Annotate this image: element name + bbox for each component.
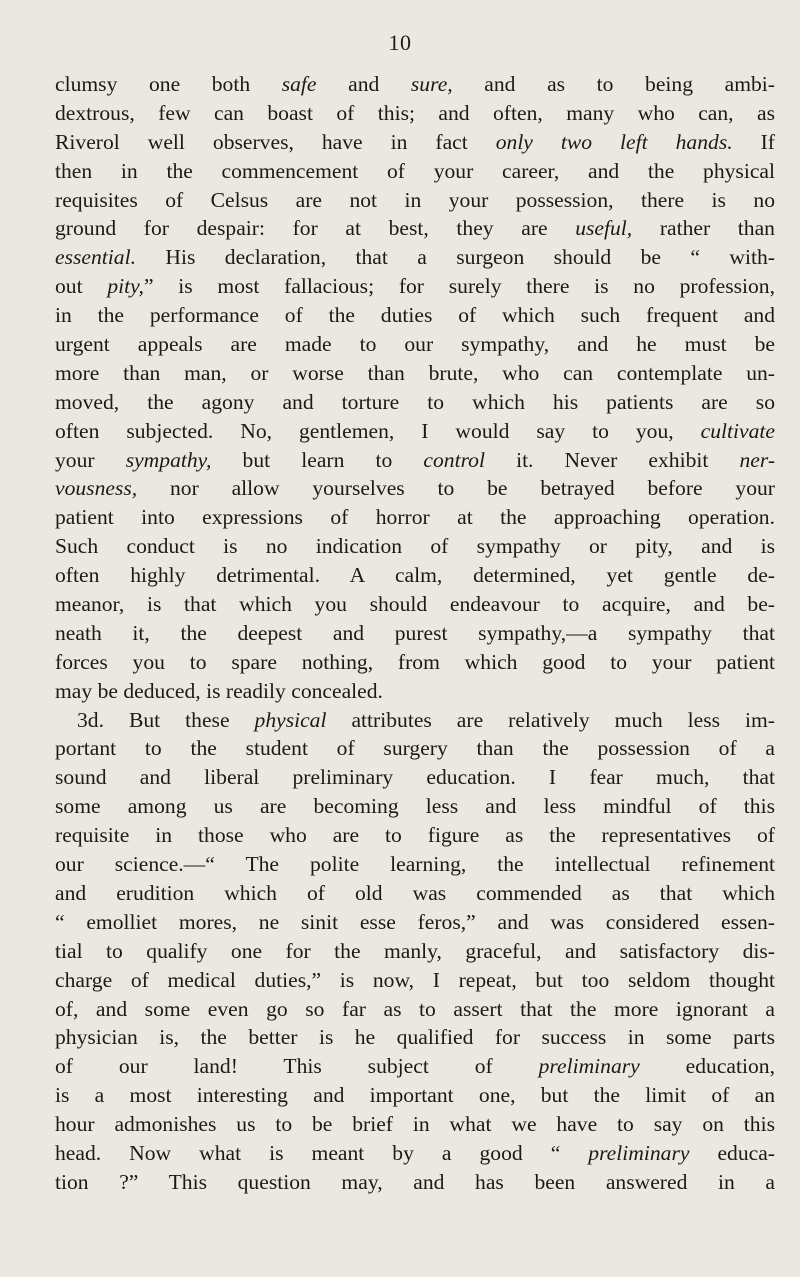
text-span: “ emolliet mores, ne sinit esse feros,” and was considered essen- <box>55 909 775 934</box>
text-span: may be deduced, is readily concealed. <box>55 678 383 703</box>
text-line <box>55 677 775 706</box>
text-line <box>55 359 775 388</box>
text-span: charge of medical duties,” is now, I repeat, but too seldom thought <box>55 967 775 992</box>
italic-text: essential. <box>55 245 136 270</box>
text-span: His declaration, that a surgeon should be “ with- <box>135 245 775 270</box>
text-line <box>55 70 775 99</box>
text-line <box>55 619 775 648</box>
text-span: nor allow yourselves to be betrayed before your <box>137 476 775 501</box>
text-line <box>55 734 775 763</box>
text-span: more than man, or worse than brute, who can contemplate un- <box>55 360 775 385</box>
text-span: and as to being ambi- <box>452 72 775 96</box>
text-span: sound and liberal preliminary education. I fear much, that <box>55 765 775 790</box>
italic-text: cultivate <box>700 418 775 443</box>
text-span: tial to qualify one for the manly, graceful, and satisfactory dis- <box>55 938 775 963</box>
text-line <box>55 157 775 186</box>
text-line <box>55 792 775 821</box>
text-line <box>55 272 775 301</box>
text-span: meanor, is that which you should endeavour to acquire, and be- <box>55 592 775 617</box>
text-span: often subjected. No, gentlemen, I would say to you, <box>55 418 701 443</box>
text-span: and <box>316 72 411 96</box>
italic-text: only two left hands. <box>495 129 733 154</box>
text-span: hour admonishes us to be brief in what we have to say on this <box>55 1112 775 1137</box>
text-span: urgent appeals are made to our sympathy, and he must be <box>55 332 775 357</box>
text-line <box>55 879 775 908</box>
text-line <box>55 532 775 561</box>
italic-text: useful, <box>575 216 633 241</box>
page-number: 10 <box>388 30 412 55</box>
body-text <box>55 70 775 1197</box>
text-span: of our land! This subject of <box>55 1054 539 1079</box>
text-line <box>55 503 775 532</box>
text-line <box>55 243 775 272</box>
text-line <box>55 1168 775 1197</box>
italic-text: sure, <box>410 72 453 96</box>
italic-text: preliminary <box>538 1054 640 1079</box>
text-span: your <box>55 447 126 472</box>
text-span: tion ?” This question may, and has been answered in a <box>55 1169 775 1194</box>
text-line <box>55 1110 775 1139</box>
text-span: education, <box>639 1054 775 1079</box>
text-span: Such conduct is no indication of sympathy or pity, and is <box>55 534 775 559</box>
text-span: but learn to <box>211 447 424 472</box>
text-line <box>55 648 775 677</box>
text-span: in the performance of the duties of which such frequent and <box>55 303 775 328</box>
text-span: attributes are relatively much less im- <box>326 707 775 732</box>
text-line <box>55 590 775 619</box>
italic-text: vousness, <box>55 476 138 501</box>
italic-text: pity, <box>107 274 144 299</box>
text-span: patient into expressions of horror at the approaching operation. <box>55 505 775 530</box>
italic-text: ner- <box>739 447 776 472</box>
text-line <box>55 388 775 417</box>
italic-text: sympathy, <box>125 447 212 472</box>
text-span: Riverol well observes, have in fact <box>55 129 496 154</box>
text-line <box>55 1139 775 1168</box>
text-line <box>55 1023 775 1052</box>
text-span: portant to the student of surgery than the possession of a <box>55 736 775 761</box>
text-line <box>55 186 775 215</box>
text-span: requisites of Celsus are not in your possession, there is no <box>55 187 775 212</box>
text-span: it. Never exhibit <box>484 447 740 472</box>
text-span: ground for despair: for at best, they are <box>55 216 576 241</box>
text-line <box>55 706 775 735</box>
text-line <box>55 763 775 792</box>
text-line <box>55 446 775 475</box>
text-span: our science.—“ The polite learning, the intellectual refinement <box>55 852 775 877</box>
text-span: out <box>55 274 108 299</box>
text-line <box>55 995 775 1024</box>
text-span: If <box>732 129 775 154</box>
text-span: educa- <box>689 1140 775 1165</box>
text-line <box>55 417 775 446</box>
text-span: of, and some even go so far as to assert that the more ignorant a <box>55 996 775 1021</box>
text-span: clumsy one both <box>55 72 282 96</box>
text-span: requisite in those who are to figure as the representatives of <box>55 823 775 848</box>
italic-text: control <box>423 447 485 472</box>
text-span: dextrous, few can boast of this; and often, many who can, as <box>55 100 775 125</box>
text-line <box>55 850 775 879</box>
text-line <box>55 301 775 330</box>
text-line <box>55 474 775 503</box>
text-span: 3d. But these <box>77 707 255 732</box>
text-line <box>55 561 775 590</box>
text-span: physician is, the better is he qualified for success in some parts <box>55 1025 775 1050</box>
text-span: some among us are becoming less and less mindful of this <box>55 794 775 819</box>
text-line <box>55 1052 775 1081</box>
text-span: ” is most fallacious; for surely there is no profession, <box>143 274 775 299</box>
text-line <box>55 821 775 850</box>
text-span: moved, the agony and torture to which his patients are so <box>55 389 775 414</box>
text-line <box>55 966 775 995</box>
text-span: neath it, the deepest and purest sympathy,—a sympathy that <box>55 620 775 645</box>
text-span: rather than <box>632 216 775 241</box>
text-span: often highly detrimental. A calm, determined, yet gentle de- <box>55 563 775 588</box>
text-span: then in the commencement of your career, and the physical <box>55 158 775 183</box>
text-line <box>55 937 775 966</box>
italic-text: physical <box>254 707 327 732</box>
text-line <box>55 1081 775 1110</box>
italic-text: safe <box>281 72 317 96</box>
text-line <box>55 908 775 937</box>
text-line <box>55 214 775 243</box>
text-line <box>55 99 775 128</box>
text-span: head. Now what is meant by a good “ <box>55 1140 589 1165</box>
text-span: is a most interesting and important one, but the limit of an <box>55 1083 775 1108</box>
text-line <box>55 330 775 359</box>
text-line <box>55 128 775 157</box>
italic-text: preliminary <box>588 1140 690 1165</box>
text-span: forces you to spare nothing, from which good to your patient <box>55 649 775 674</box>
text-span: and erudition which of old was commended as that which <box>55 880 775 905</box>
